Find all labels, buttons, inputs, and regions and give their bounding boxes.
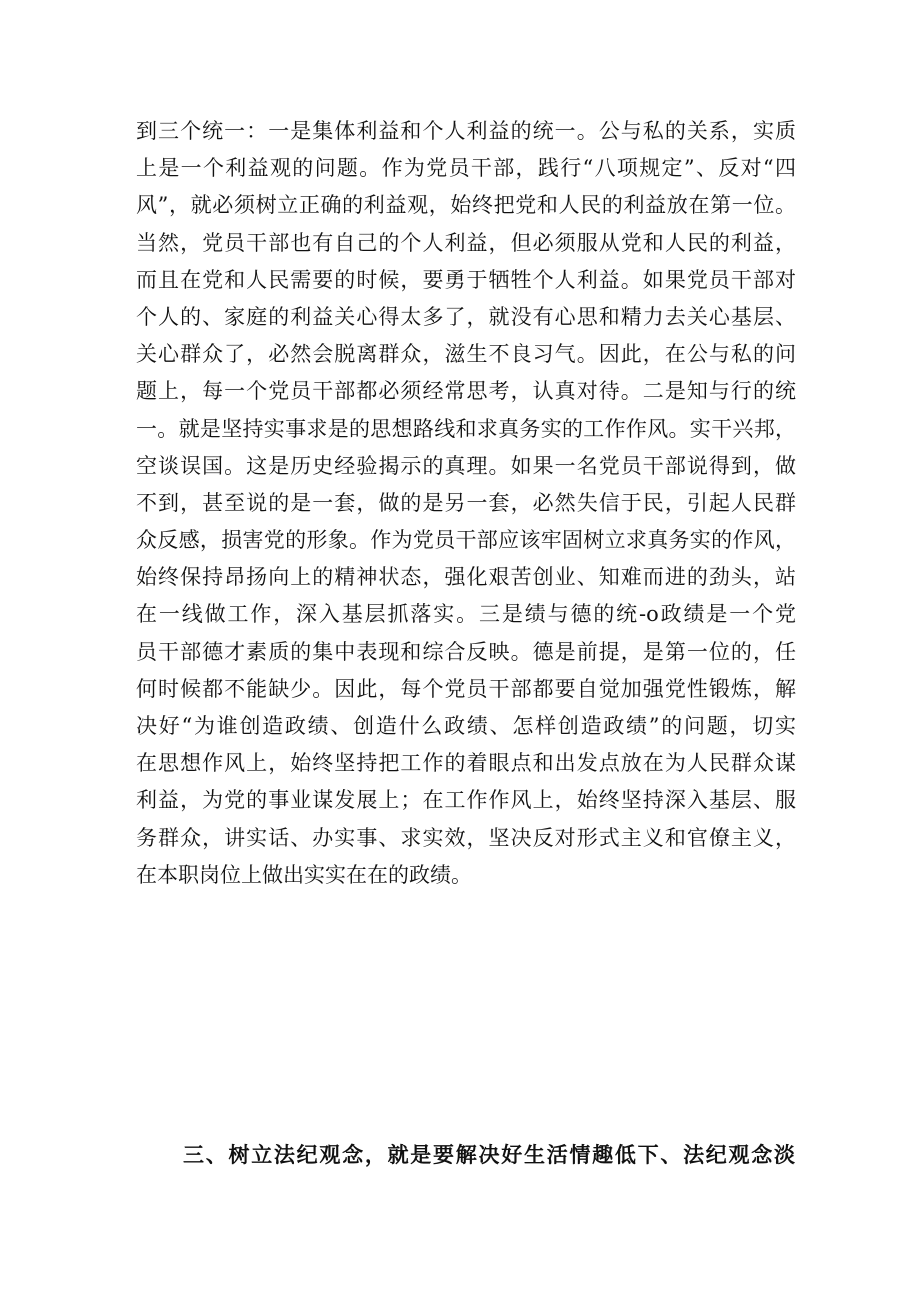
paragraph-line: 在一线做工作，深入基层抓落实。三是绩与德的统-o政绩是一个党 — [136, 602, 796, 627]
paragraph-line: 关心群众了，必然会脱离群众，滋生不良习气。因此，在公与私的问 — [136, 342, 796, 367]
paragraph-line: 何时候都不能缺少。因此，每个党员干部都要自觉加强党性锻炼，解 — [136, 676, 796, 701]
paragraph-line: 到三个统一：一是集体利益和个人利益的统一。公与私的关系，实质 — [136, 119, 796, 143]
paragraph-line: 上是一个利益观的问题。作为党员干部，践行“八项规定”、反对“四 — [136, 156, 796, 181]
paragraph-line: 一。就是坚持实事求是的思想路线和求真务实的工作作风。实干兴邦， — [136, 416, 796, 441]
paragraph-line: 题上，每一个党员干部都必须经常思考，认真对待。二是知与行的统 — [136, 379, 796, 404]
section-heading: 三、树立法纪观念，就是要解决好生活情趣低下、法纪观念淡 — [183, 1143, 795, 1167]
paragraph-line: 决好“为谁创造政绩、创造什么政绩、怎样创造政绩”的问题，切实 — [136, 714, 796, 738]
paragraph-line: 不到，甚至说的是一套，做的是另一套，必然失信于民，引起人民群 — [136, 490, 796, 515]
paragraph-line: 利益，为党的事业谋发展上；在工作作风上，始终坚持深入基层、服 — [136, 788, 796, 813]
paragraph-line: 空谈误国。这是历史经验揭示的真理。如果一名党员干部说得到，做 — [136, 453, 796, 478]
paragraph-line: 始终保持昂扬向上的精神状态，强化艰苦创业、知难而进的劲头，站 — [136, 565, 796, 590]
paragraph-line: 众反感，损害党的形象。作为党员干部应该牢固树立求真务实的作风， — [136, 528, 796, 553]
paragraph-line: 在思想作风上，始终坚持把工作的着眼点和出发点放在为人民群众谋 — [136, 751, 796, 776]
paragraph-line: 个人的、家庭的利益关心得太多了，就没有心思和精力去关心基层、 — [136, 304, 796, 329]
body-paragraph — [136, 113, 796, 894]
paragraph-line-last: 在本职岗位上做出实实在在的政绩。 — [136, 862, 472, 887]
paragraph-line: 而且在党和人民需要的时候，要勇于牺牲个人利益。如果党员干部对 — [136, 267, 796, 292]
paragraph-line: 当然，党员干部也有自己的个人利益，但必须服从党和人民的利益， — [136, 230, 796, 255]
paragraph-line: 员干部德才素质的集中表现和综合反映。德是前提，是第一位的，任 — [136, 639, 796, 664]
paragraph-line: 风”，就必须树立正确的利益观，始终把党和人民的利益放在第一位。 — [136, 193, 796, 218]
paragraph-line: 务群众，讲实话、办实事、求实效，坚决反对形式主义和官僚主义， — [136, 825, 796, 850]
